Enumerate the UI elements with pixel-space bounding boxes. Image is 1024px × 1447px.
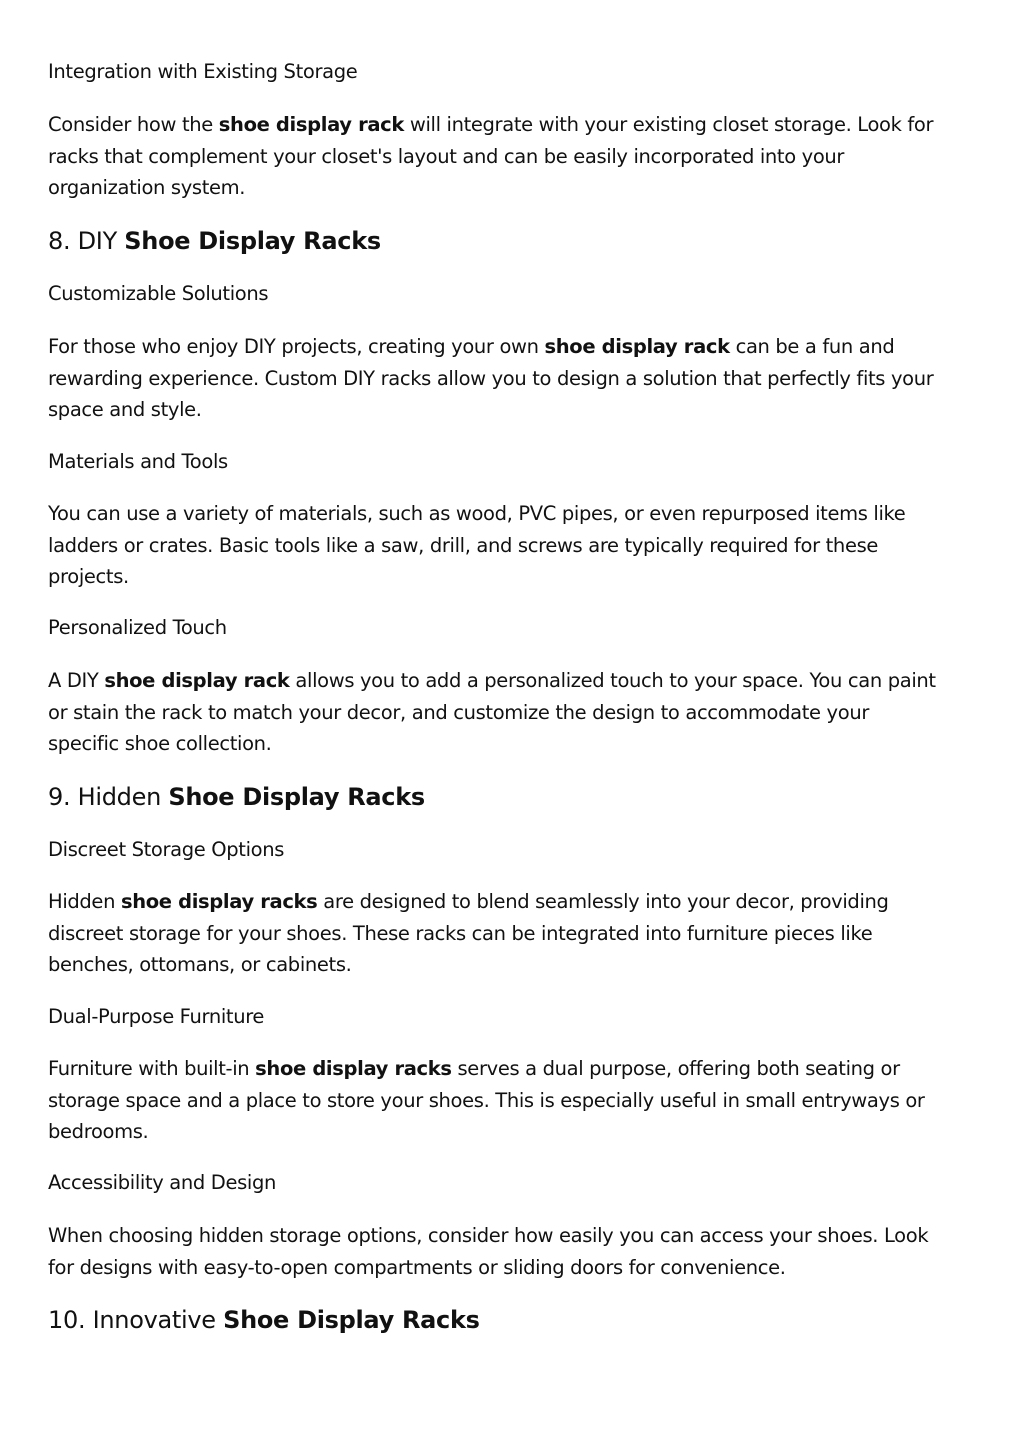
paragraph-line: space and style. — [48, 398, 202, 422]
paragraph-line — [48, 1053, 978, 1085]
paragraph-line: benches, ottomans, or cabinets. — [48, 953, 352, 977]
subheading-accessibility — [48, 1170, 978, 1196]
paragraph-line — [48, 109, 978, 141]
paragraph-line: When choosing hidden storage options, consider how easily you can access your shoes. Look — [48, 1224, 929, 1247]
paragraph-personalized — [48, 665, 978, 760]
paragraph-line — [48, 665, 978, 697]
paragraph-line: projects. — [48, 565, 129, 589]
paragraph-line: storage space and a place to store your shoes. This is especially useful in small entryways or — [48, 1088, 925, 1112]
subheading-materials — [48, 449, 978, 475]
text-run: are designed to blend seamlessly into your decor, providing — [323, 890, 889, 913]
paragraph-line: specific shoe collection. — [48, 732, 272, 756]
heading-prefix: 8. DIY — [48, 227, 117, 255]
paragraph-line: ladders or crates. Basic tools like a saw, drill, and screws are typically required for these — [48, 533, 879, 557]
subheading-integration — [48, 59, 978, 85]
text-run: can be a fun and — [735, 335, 895, 358]
text-run: serves a dual purpose, offering both seating or — [457, 1057, 900, 1080]
section-heading-diy — [48, 225, 978, 257]
heading-bold: Shoe Display Racks — [124, 227, 381, 255]
text-run: allows you to add a personalized touch to your space. You can paint — [295, 669, 936, 692]
heading-bold: Shoe Display Racks — [223, 1306, 480, 1334]
paragraph-dual-purpose — [48, 1053, 978, 1148]
subheading-text: Customizable Solutions — [48, 282, 269, 305]
keyword-bold: shoe display racks — [120, 890, 318, 913]
subheading-customizable — [48, 281, 978, 307]
keyword-bold: shoe display rack — [218, 113, 404, 136]
subheading-text: Discreet Storage Options — [48, 838, 285, 861]
paragraph-line: for designs with easy-to-open compartments or sliding doors for convenience. — [48, 1255, 786, 1279]
section-heading-hidden — [48, 781, 978, 813]
heading-prefix: 9. Hidden — [48, 783, 161, 811]
subheading-text: Dual-Purpose Furniture — [48, 1005, 265, 1028]
paragraph-customizable — [48, 331, 978, 426]
paragraph-materials — [48, 498, 978, 593]
paragraph-line: racks that complement your closet's layout and can be easily incorporated into your — [48, 144, 845, 168]
text-run: Hidden — [48, 890, 116, 913]
heading-prefix: 10. Innovative — [48, 1306, 216, 1334]
paragraph-line — [48, 331, 978, 363]
text-run: For those who enjoy DIY projects, creating your own — [48, 335, 539, 358]
paragraph-line: organization system. — [48, 176, 246, 200]
paragraph-line: or stain the rack to match your decor, and customize the design to accommodate your — [48, 700, 870, 724]
paragraph-accessibility — [48, 1220, 978, 1283]
paragraph-discreet — [48, 886, 978, 981]
subheading-text: Accessibility and Design — [48, 1171, 276, 1194]
paragraph-line — [48, 886, 978, 918]
heading-bold: Shoe Display Racks — [168, 783, 425, 811]
keyword-bold: shoe display rack — [544, 335, 730, 358]
paragraph-integration — [48, 109, 978, 204]
text-run: will integrate with your existing closet storage. Look for — [409, 113, 934, 136]
paragraph-line: You can use a variety of materials, such as wood, PVC pipes, or even repurposed items like — [48, 502, 906, 525]
text-run: A DIY — [48, 669, 99, 692]
subheading-discreet — [48, 837, 978, 863]
subheading-dual-purpose — [48, 1004, 978, 1030]
subheading-text: Materials and Tools — [48, 450, 228, 473]
keyword-bold: shoe display rack — [104, 669, 290, 692]
subheading-text: Integration with Existing Storage — [48, 60, 358, 83]
text-run: Consider how the — [48, 113, 213, 136]
text-run: Furniture with built-in — [48, 1057, 250, 1080]
paragraph-line: bedrooms. — [48, 1120, 149, 1144]
section-heading-innovative — [48, 1304, 978, 1336]
subheading-text: Personalized Touch — [48, 616, 227, 639]
subheading-personalized — [48, 615, 978, 641]
keyword-bold: shoe display racks — [255, 1057, 452, 1080]
paragraph-line: rewarding experience. Custom DIY racks allow you to design a solution that perfectly fits your — [48, 366, 934, 390]
paragraph-line: discreet storage for your shoes. These racks can be integrated into furniture pieces like — [48, 921, 873, 945]
